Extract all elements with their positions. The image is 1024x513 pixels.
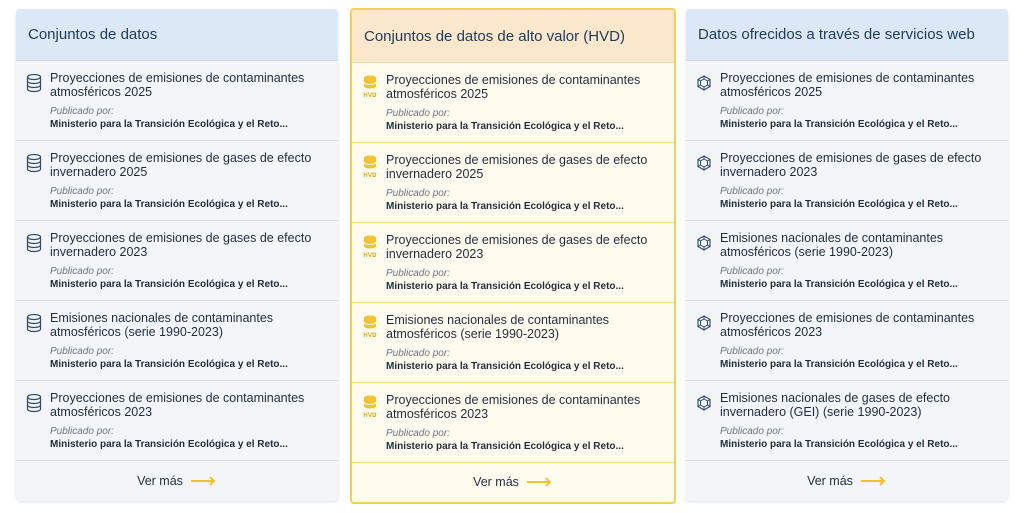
publisher-label: Publicado por: xyxy=(386,428,450,439)
network-icon xyxy=(696,233,712,253)
hvd-database-icon xyxy=(362,315,378,339)
publisher-label: Publicado por: xyxy=(50,106,114,117)
publisher-name: Ministerio para la Transición Ecológica y el Reto... xyxy=(50,439,288,450)
list-item[interactable] xyxy=(686,221,1008,301)
item-title[interactable]: Emisiones nacionales de contaminantes atmosféricos (serie 1990-2023) xyxy=(386,313,610,341)
database-icon xyxy=(26,233,42,253)
list-item[interactable] xyxy=(686,141,1008,221)
publisher-name: Ministerio para la Transición Ecológica y el Reto... xyxy=(720,199,958,210)
network-icon xyxy=(696,73,712,93)
arrow-right-icon xyxy=(191,476,217,486)
publisher-name: Ministerio para la Transición Ecológica y el Reto... xyxy=(720,359,958,370)
hvd-badge: HVD xyxy=(363,333,377,339)
item-title[interactable]: Emisiones nacionales de contaminantes atmosféricos (serie 1990-2023) xyxy=(720,231,944,259)
see-more-label: Ver más xyxy=(807,474,853,488)
hvd-badge: HVD xyxy=(363,93,377,99)
dataset-list xyxy=(686,61,1008,461)
column-web-services xyxy=(686,9,1008,501)
item-title[interactable]: Proyecciones de emisiones de contaminantes atmosféricos 2023 xyxy=(50,391,305,419)
publisher-name: Ministerio para la Transición Ecológica y el Reto... xyxy=(720,439,958,450)
hvd-badge: HVD xyxy=(363,173,377,179)
publisher-name: Ministerio para la Transición Ecológica y el Reto... xyxy=(720,279,958,290)
item-title[interactable]: Emisiones nacionales de contaminantes atmosféricos (serie 1990-2023) xyxy=(50,311,274,339)
network-icon xyxy=(696,153,712,173)
list-item[interactable] xyxy=(352,303,674,383)
database-icon xyxy=(26,393,42,413)
list-item[interactable] xyxy=(16,141,338,221)
list-item[interactable] xyxy=(352,383,674,463)
publisher-label: Publicado por: xyxy=(50,266,114,277)
publisher-label: Publicado por: xyxy=(386,268,450,279)
publisher-name: Ministerio para la Transición Ecológica y el Reto... xyxy=(50,119,288,130)
see-more-label: Ver más xyxy=(473,475,519,489)
publisher-name: Ministerio para la Transición Ecológica y el Reto... xyxy=(720,119,958,130)
hvd-database-icon xyxy=(362,155,378,179)
column-high-value-datasets xyxy=(350,8,676,504)
publisher-label: Publicado por: xyxy=(50,346,114,357)
list-item[interactable] xyxy=(16,301,338,381)
item-title[interactable]: Proyecciones de emisiones de contaminantes atmosféricos 2025 xyxy=(386,73,641,101)
list-item[interactable] xyxy=(352,63,674,143)
publisher-label: Publicado por: xyxy=(720,426,784,437)
publisher-label: Publicado por: xyxy=(720,346,784,357)
publisher-label: Publicado por: xyxy=(386,188,450,199)
database-icon xyxy=(26,153,42,173)
hvd-database-icon xyxy=(362,395,378,419)
item-title[interactable]: Proyecciones de emisiones de contaminantes atmosféricos 2025 xyxy=(720,71,975,99)
publisher-name: Ministerio para la Transición Ecológica y el Reto... xyxy=(50,359,288,370)
item-title[interactable]: Proyecciones de emisiones de contaminantes atmosféricos 2023 xyxy=(720,311,975,339)
publisher-name: Ministerio para la Transición Ecológica y el Reto... xyxy=(386,441,624,452)
publisher-name: Ministerio para la Transición Ecológica y el Reto... xyxy=(386,121,624,132)
column-title: Conjuntos de datos de alto valor (HVD) xyxy=(352,10,674,63)
arrow-right-icon xyxy=(527,477,553,487)
see-more-link[interactable] xyxy=(686,461,1008,501)
item-title[interactable]: Proyecciones de emisiones de gases de efecto invernadero 2025 xyxy=(386,153,648,181)
see-more-link[interactable] xyxy=(16,461,338,501)
publisher-label: Publicado por: xyxy=(50,186,114,197)
hvd-database-icon xyxy=(362,75,378,99)
hvd-badge: HVD xyxy=(363,253,377,259)
publisher-name: Ministerio para la Transición Ecológica y el Reto... xyxy=(386,361,624,372)
list-item[interactable] xyxy=(686,381,1008,461)
network-icon xyxy=(696,313,712,333)
publisher-label: Publicado por: xyxy=(50,426,114,437)
column-title: Conjuntos de datos xyxy=(16,9,338,61)
list-item[interactable] xyxy=(16,221,338,301)
list-item[interactable] xyxy=(16,61,338,141)
list-item[interactable] xyxy=(16,381,338,461)
column-datasets xyxy=(16,9,338,501)
column-title: Datos ofrecidos a través de servicios web xyxy=(686,9,1008,61)
item-title[interactable]: Proyecciones de emisiones de gases de efecto invernadero 2023 xyxy=(50,231,312,259)
publisher-label: Publicado por: xyxy=(386,348,450,359)
dataset-list xyxy=(16,61,338,461)
item-title[interactable]: Proyecciones de emisiones de gases de efecto invernadero 2025 xyxy=(50,151,312,179)
item-title[interactable]: Proyecciones de emisiones de gases de efecto invernadero 2023 xyxy=(386,233,648,261)
list-item[interactable] xyxy=(686,61,1008,141)
hvd-database-icon xyxy=(362,235,378,259)
publisher-name: Ministerio para la Transición Ecológica y el Reto... xyxy=(386,201,624,212)
list-item[interactable] xyxy=(352,143,674,223)
item-title[interactable]: Proyecciones de emisiones de gases de efecto invernadero 2023 xyxy=(720,151,982,179)
hvd-badge: HVD xyxy=(363,413,377,419)
see-more-link[interactable] xyxy=(352,462,674,502)
publisher-name: Ministerio para la Transición Ecológica y el Reto... xyxy=(50,199,288,210)
item-title[interactable]: Proyecciones de emisiones de contaminantes atmosféricos 2023 xyxy=(386,393,641,421)
list-item[interactable] xyxy=(352,223,674,303)
item-title[interactable]: Proyecciones de emisiones de contaminantes atmosféricos 2025 xyxy=(50,71,305,99)
item-title[interactable]: Emisiones nacionales de gases de efecto invernadero (GEI) (serie 1990-2023) xyxy=(720,391,951,419)
list-item[interactable] xyxy=(686,301,1008,381)
publisher-label: Publicado por: xyxy=(386,108,450,119)
publisher-name: Ministerio para la Transición Ecológica y el Reto... xyxy=(386,281,624,292)
publisher-label: Publicado por: xyxy=(720,266,784,277)
publisher-name: Ministerio para la Transición Ecológica y el Reto... xyxy=(50,279,288,290)
publisher-label: Publicado por: xyxy=(720,106,784,117)
database-icon xyxy=(26,73,42,93)
arrow-right-icon xyxy=(861,476,887,486)
network-icon xyxy=(696,393,712,413)
publisher-label: Publicado por: xyxy=(720,186,784,197)
database-icon xyxy=(26,313,42,333)
see-more-label: Ver más xyxy=(137,474,183,488)
dataset-list xyxy=(352,63,674,463)
